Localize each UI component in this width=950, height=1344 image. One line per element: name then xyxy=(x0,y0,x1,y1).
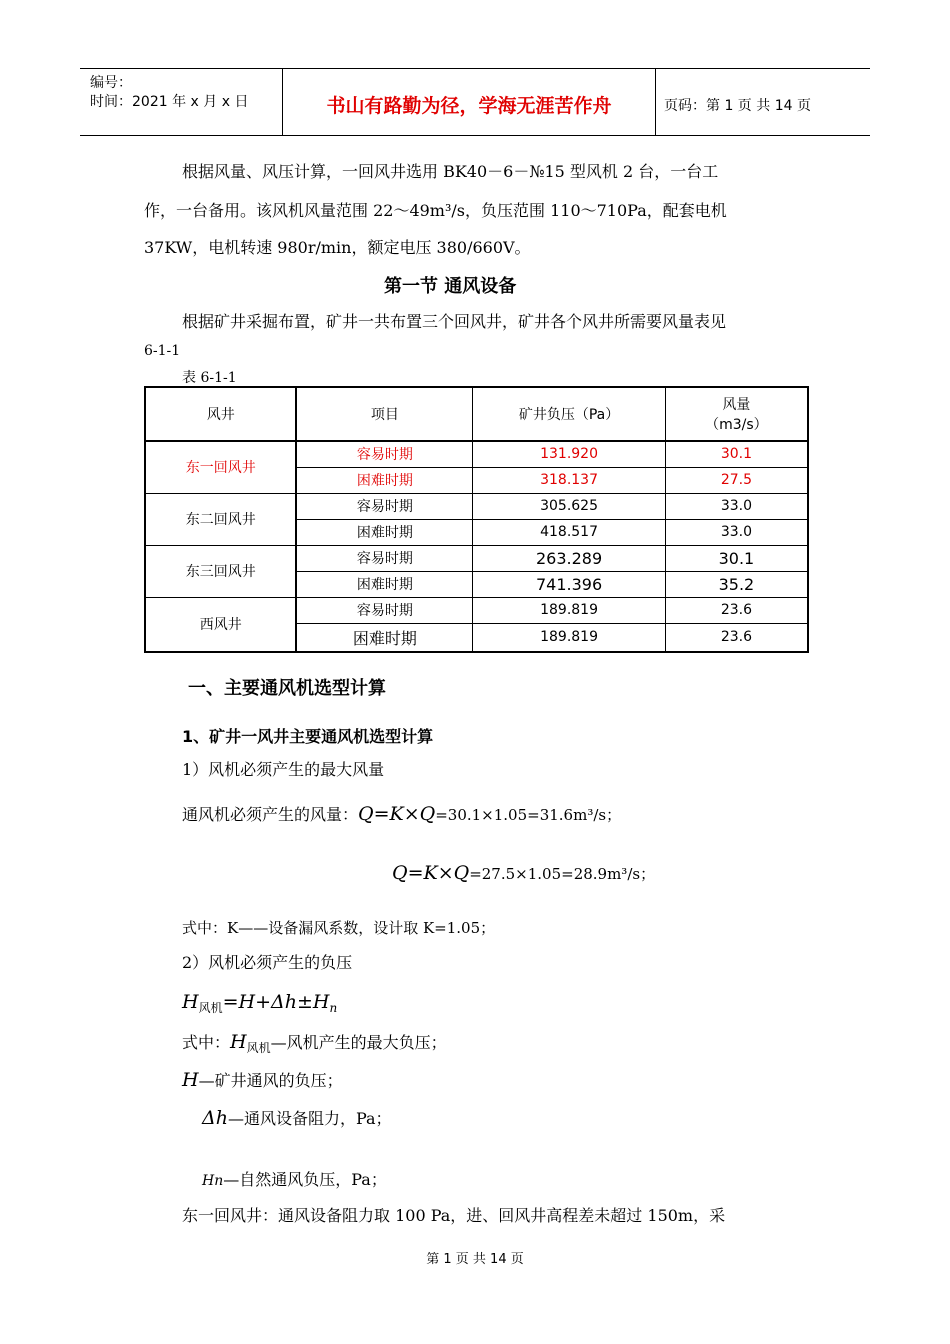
period-cell: 困难时期 xyxy=(296,467,472,493)
header-airflow-unit: （m3/s） xyxy=(705,417,768,433)
period-cell: 容易时期 xyxy=(296,597,472,623)
formula-value: =27.5×1.05=28.9m³/s； xyxy=(469,865,656,883)
shaft-name: 西风井 xyxy=(145,597,296,652)
formula-expr: Q=K×Q xyxy=(392,862,470,884)
pressure-cell: 131.920 xyxy=(473,441,665,467)
where-dh-desc: —通风设备阻力，Pa； xyxy=(227,1109,392,1128)
shaft-name: 东一回风井 xyxy=(145,441,296,493)
header-divider-right xyxy=(655,68,656,136)
header-divider-left xyxy=(282,68,283,136)
pressure-cell: 305.625 xyxy=(473,493,665,519)
period-cell: 容易时期 xyxy=(296,545,472,571)
formula-label: 通风机必须产生的风量： xyxy=(182,805,359,824)
table-row xyxy=(145,441,808,467)
airflow-table xyxy=(144,386,809,653)
intro-line-1: 根据风量、风压计算，一回风井选用 BK40－6－№15 型风机 2 台，一台工 xyxy=(182,162,719,181)
table-row xyxy=(145,545,808,571)
where-k: 式中：K——设备漏风系数，设计取 K=1.05； xyxy=(182,919,496,937)
formula-pressure xyxy=(182,990,337,1020)
formula-rhs: =H+Δh±H xyxy=(222,991,330,1013)
airflow-cell: 23.6 xyxy=(665,623,808,652)
shaft-name: 东二回风井 xyxy=(145,493,296,545)
section-title: 第一节 通风设备 xyxy=(384,276,517,297)
where-dh-symbol: Δh xyxy=(202,1107,228,1129)
where-h-fan xyxy=(182,1030,447,1060)
formula-sub-fan: 风机 xyxy=(198,1001,223,1015)
where-h-symbol: H xyxy=(230,1031,247,1053)
formula-expr: Q=K×Q xyxy=(358,803,436,825)
section-para-line-1: 根据矿井采掘布置，矿井一共布置三个回风井，矿井各个风井所需要风量表见 xyxy=(182,312,727,331)
period-cell: 困难时期 xyxy=(296,571,472,597)
airflow-cell: 35.2 xyxy=(665,571,808,597)
airflow-cell: 33.0 xyxy=(665,519,808,545)
heading-fan-selection: 一、主要通风机选型计算 xyxy=(188,678,386,699)
where-prefix: 式中： xyxy=(182,1033,231,1052)
where-hn-symbol: Hn xyxy=(202,1173,224,1189)
item-negative-pressure: 2）风机必须产生的负压 xyxy=(182,953,353,972)
header-pressure: 矿井负压（Pa） xyxy=(473,387,665,441)
airflow-cell: 27.5 xyxy=(665,467,808,493)
intro-line-2: 作，一台备用。该风机风量范围 22～49m³/s，负压范围 110～710Pa，配套电机 xyxy=(144,201,727,220)
where-delta-h xyxy=(202,1106,392,1131)
where-h-symbol: H xyxy=(182,1069,199,1091)
table-row xyxy=(145,597,808,623)
header-page-code: 页码：第 1 页 共 14 页 xyxy=(664,98,811,114)
period-cell: 容易时期 xyxy=(296,441,472,467)
pressure-cell: 189.819 xyxy=(473,623,665,652)
period-cell: 困难时期 xyxy=(296,623,472,652)
period-cell: 困难时期 xyxy=(296,519,472,545)
period-cell: 容易时期 xyxy=(296,493,472,519)
shaft-name: 东三回风井 xyxy=(145,545,296,597)
pressure-cell: 318.137 xyxy=(473,467,665,493)
table-header-row xyxy=(145,387,808,441)
formula-sub-n: n xyxy=(329,1001,338,1015)
header-serial: 编号： xyxy=(90,75,132,91)
header-item: 项目 xyxy=(296,387,472,441)
airflow-cell: 33.0 xyxy=(665,493,808,519)
where-h xyxy=(182,1068,343,1093)
header-airflow-label: 风量 xyxy=(722,397,751,413)
formula-airflow-2 xyxy=(392,861,655,886)
page-footer: 第 1 页 共 14 页 xyxy=(426,1252,524,1267)
item-max-airflow: 1）风机必须产生的最大风量 xyxy=(182,760,385,779)
last-line: 东一回风井：通风设备阻力取 100 Pa，进、回风井高程差未超过 150m，采 xyxy=(182,1206,726,1225)
pressure-cell: 741.396 xyxy=(473,571,665,597)
header-bottom-rule xyxy=(80,135,870,136)
heading-shaft-one: 1、矿井一风井主要通风机选型计算 xyxy=(182,727,434,746)
header-shaft: 风井 xyxy=(145,387,296,441)
intro-line-3: 37KW，电机转速 980r/min，额定电压 380/660V。 xyxy=(144,238,531,257)
where-h-desc: —矿井通风的负压； xyxy=(198,1071,343,1090)
section-para-line-2: 6-1-1 xyxy=(144,343,181,359)
airflow-cell: 30.1 xyxy=(665,545,808,571)
header-top-rule xyxy=(80,68,870,69)
where-h-fan-desc: —风机产生的最大负压； xyxy=(270,1033,447,1052)
header-motto: 书山有路勤为径，学海无涯苦作舟 xyxy=(326,95,612,117)
where-h-sub: 风机 xyxy=(246,1041,271,1055)
airflow-cell: 23.6 xyxy=(665,597,808,623)
header-date: 时间：2021 年 x 月 x 日 xyxy=(90,94,249,110)
table-caption: 表 6-1-1 xyxy=(182,370,237,386)
pressure-cell: 418.517 xyxy=(473,519,665,545)
where-hn xyxy=(202,1168,387,1193)
pressure-cell: 189.819 xyxy=(473,597,665,623)
where-hn-desc: —自然通风负压，Pa； xyxy=(223,1170,387,1189)
formula-airflow-1 xyxy=(182,802,621,827)
formula-value: =30.1×1.05=31.6m³/s； xyxy=(435,806,622,824)
pressure-cell: 263.289 xyxy=(473,545,665,571)
header-airflow xyxy=(665,387,808,441)
table-row xyxy=(145,493,808,519)
airflow-cell: 30.1 xyxy=(665,441,808,467)
formula-h: H xyxy=(182,991,199,1013)
